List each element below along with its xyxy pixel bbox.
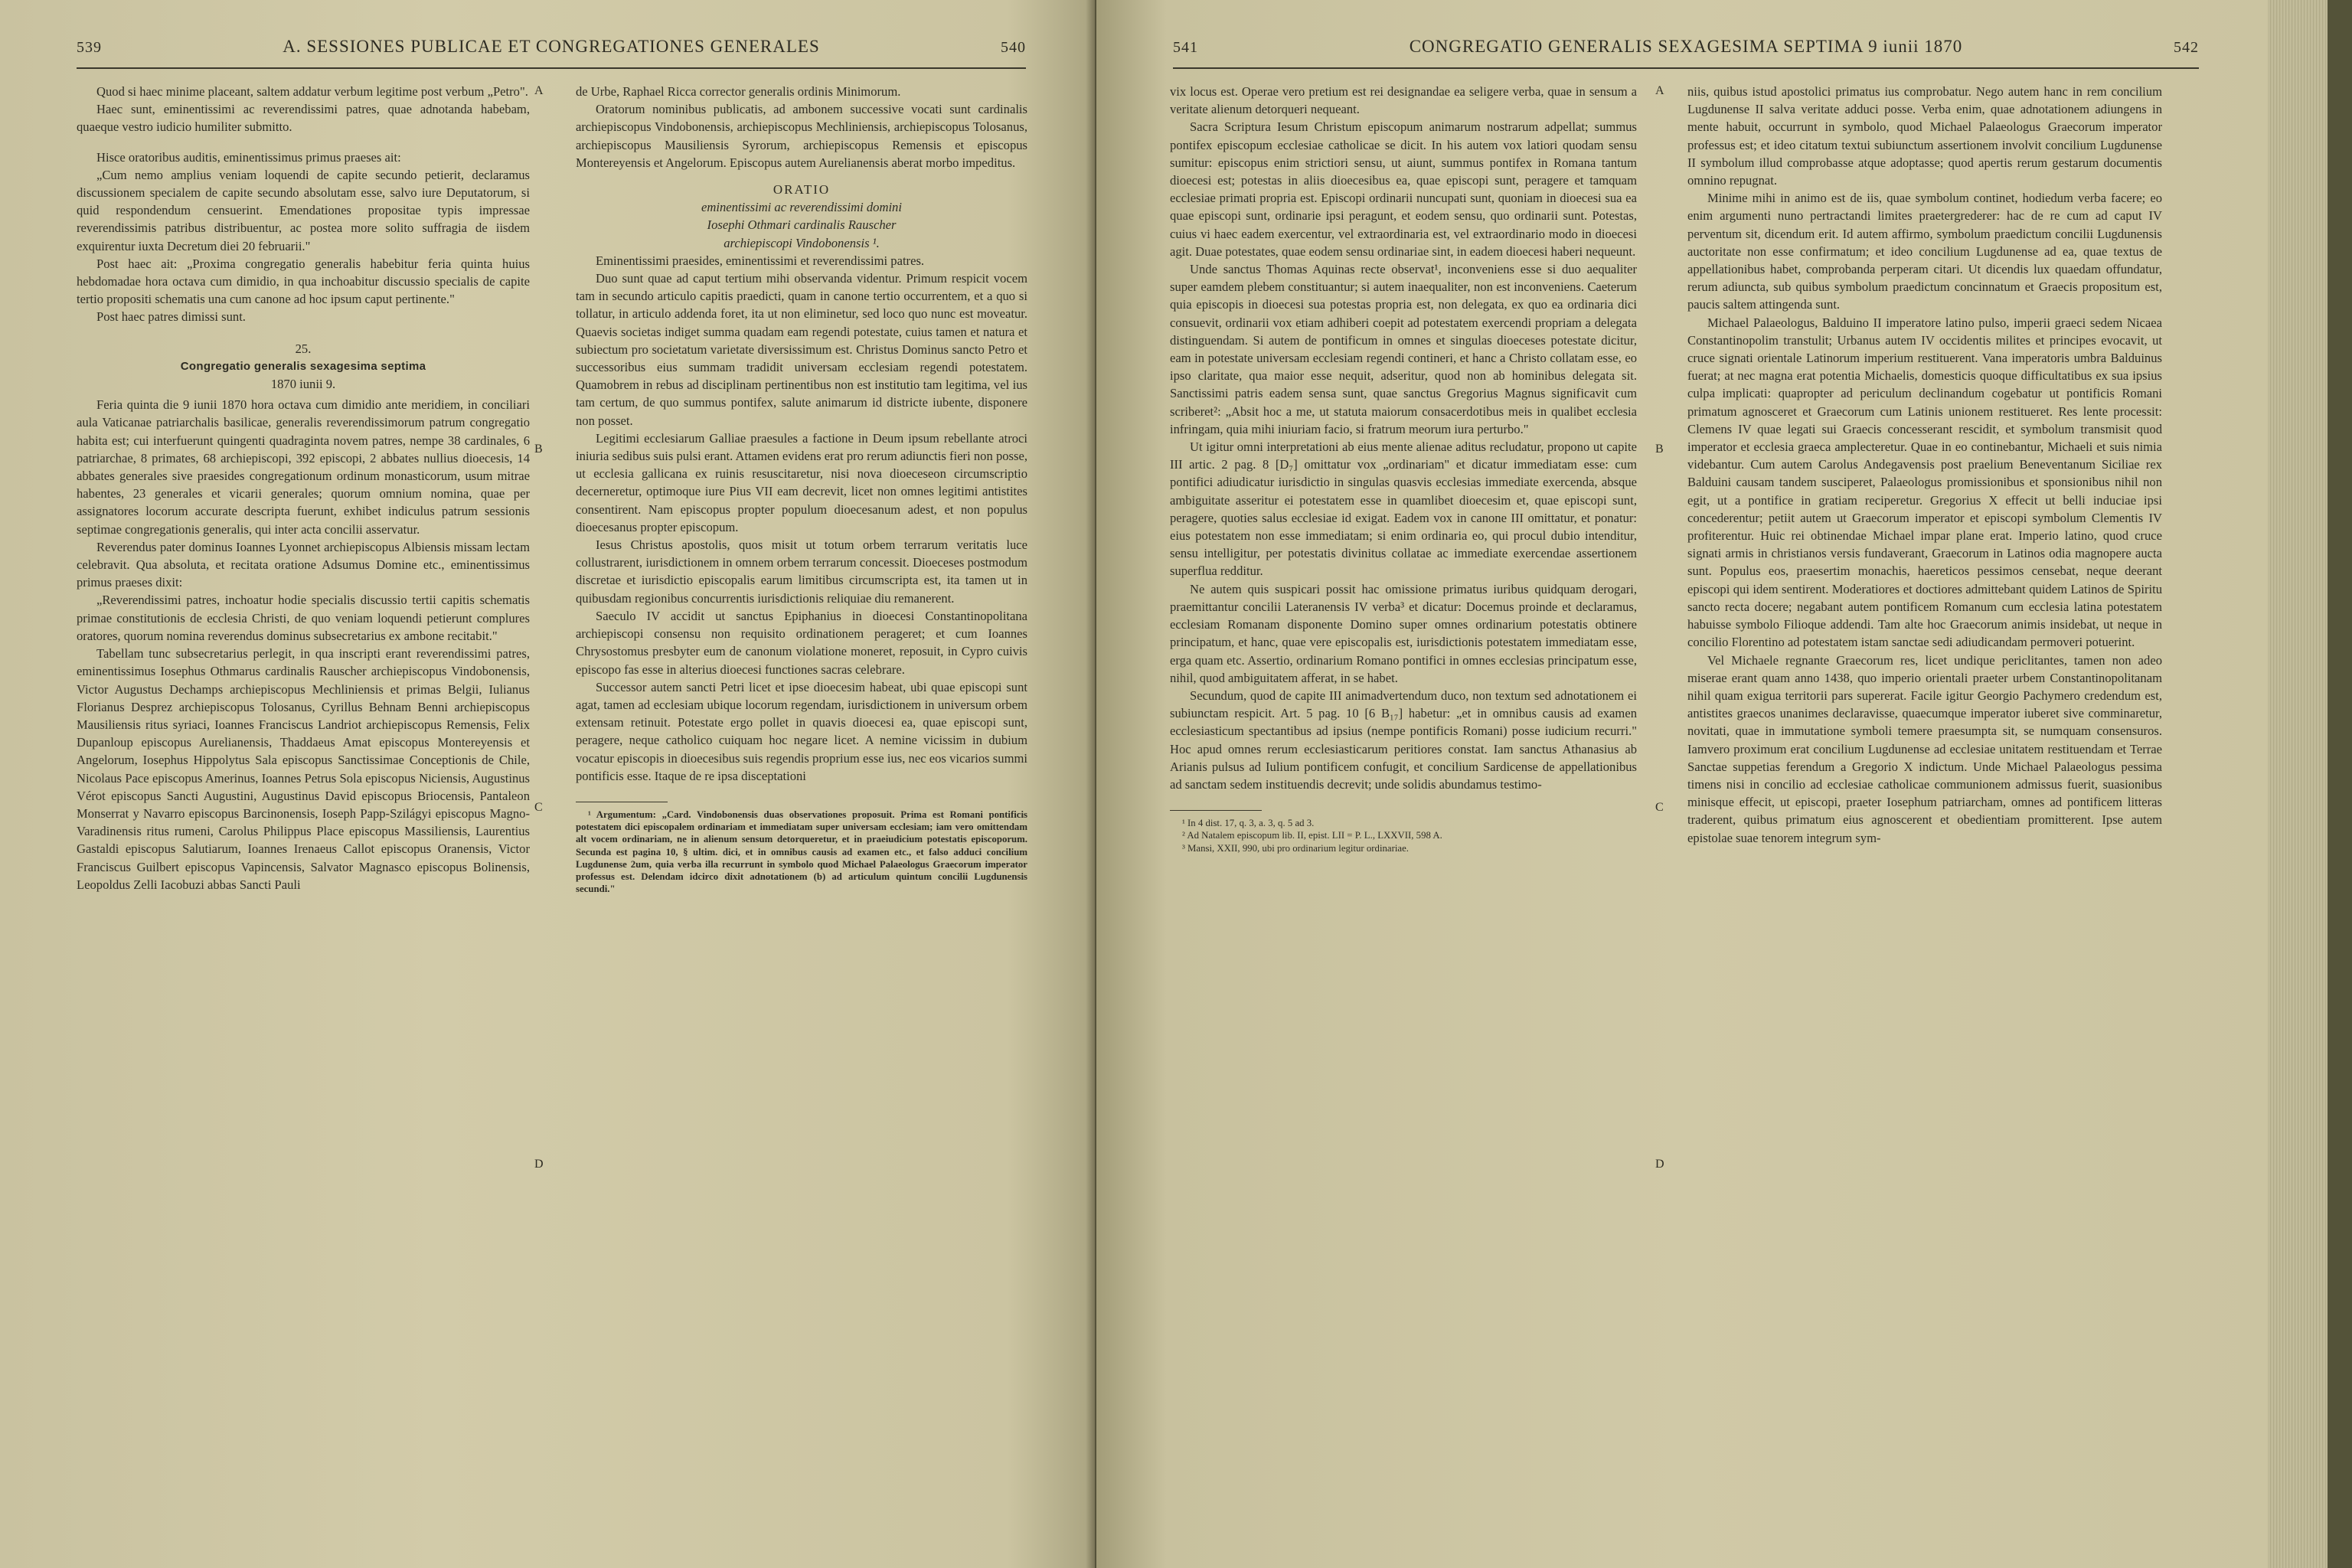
footnote: ¹ In 4 dist. 17, q. 3, a. 3, q. 5 ad 3. (1182, 818, 1315, 829)
paragraph: Tabellam tunc subsecretarius perlegit, in qua inscripti erant reverendissimi patres, eminentissimus Iosephus Othmarus cardinalis Rauscher archiepiscopus Vindobonensis, Victor Augustus Dechamps archiepiscopus Mechliniensis et primas Belgii, Iulianus Florianus Desprez archiepiscopus Tolosanus, Cyrillus Behnam Benni archiepiscopus Mausiliensis ritus syriaci, Ioannes Franciscus Landriot archiepiscopus Remensis, Felix Dupanloup episcopus Aurelianensis, Thaddaeus Amat episcopus Montereyensis et Angelorum, Iosephus Hippolytus Sala episcopus Sanctissimae Conceptionis de Chile, Nicolaus Pace episcopus Amerinus, Ioannes Petrus Sola episcopus Niciensis, Augustinus Vérot episcopus Sancti Augustini, Augustinus David episcopus Briocensis, Pantaleon Monserrat y Navarro episcopus Barcinonensis, Ioseph Papp-Szilágyi episcopus Magno-Varadinensis ritus rumeni, Carolus Philippus Place episcopus Massiliensis, Laurentius Gastaldi episcopus Salutiarum, Ioannes Irenaeus Callot episcopus Oranensis, Victor Franciscus Guilbert episcopus Vapincensis, Salvator Magnasco episcopus Bolinensis, Leopoldus Zelli Iacobuzi abbas Sancti Pauli (77, 646, 530, 892)
margin-letter-a: A (534, 84, 544, 97)
paragraph: Vel Michaele regnante Graecorum res, licet undique periclitantes, tamen non adeo miserae erant quam anno 1438, quo imperio orientali praeter urbem Constantinopolitanam nihil quam exigua territorii pars supererat. Facile igitur Georgio Pachymero credendum est, antistites graecos unanimes declaravisse, quaecumque imperator iuberet sive comminaretur, novitati, quae in immutatione symboli temere praesumpta sit, se numquam consensuros. Iamvero proximum erat concilium Lugdunense ad ecclesiae unitatem restituendam et Terrae Sanctae suppetias ferendum a Gregorio X indictum. Unde Michael Palaeologus pessima timens nisi in concilio ad ecclesiae catholicae communionem admissus fuerit, suasionibus minisque effecit, ut episcopi, praeter Iosephum patriarcham, omnes ad pontificem litteras traderent, quibus primatum eius agnoscerent et obedientiam promitterent. Ipse autem epistolae suae tenorem integrum sym- (1687, 652, 2162, 845)
paragraph: niis, quibus istud apostolici primatus ius comprobatur. Nego autem hanc in rem concilium Lugdunense II salva veritate adduci posse. Verba enim, quae adnotationem adiungens in mente habuit, occurrunt in symbolo, quod Michael Palaeologus Graecorum imperator professus est; et ideo citatum textui subiunctum assertionem involvit concilium Lugdunense II symbolum illud comprobasse atque adoptasse; quod apertis rerum gestarum documentis omnino repugnat. (1687, 84, 2162, 188)
paragraph: Reverendus pater dominus Ioannes Lyonnet archiepiscopus Albiensis missam lectam celebravit. Qua absoluta, et recitata oratione Adsumus Domine etc., eminentissimus primus praeses dixit: (77, 539, 530, 590)
left-column-2 (576, 83, 1027, 895)
oratio-subtitle: eminentissimi ac reverendissimi domini (701, 200, 902, 215)
paragraph: Michael Palaeologus, Balduino II imperatore latino pulso, imperii graeci sedem Nicaea Constantinopolim transtulit; Urbanus autem IV occidentis milites et principes evocavit, ut cruce signati orientale Latinorum imperium restituerent. Vana imperatoris umbra Balduinus fuerat; at nec magna erat potentia Michaelis, domesticis quoque difficultatibus ex sua ipsius culpa implicati: quapropter ad periculum declinandum cogebatur ut pontificis Romani primatum agnosceret et Graecorum cum Latinis unionem restitueret. Res lente processit: Clemens IV quae legati sui Graecis concesserant rescidit, et symbolum transmisit quod imperator et ecclesia graeca amplecteretur. Quae in eo continebantur, Michaeli et suis nimia videbantur. Cum autem Carolus Andegavensis post praelium Beneventanum Siciliae rex Balduini causam tandem susciperet, Palaeologus promissionibus et sponsionibus nihil non egit, ut a pontifice in gratiam reciperetur. Gregorius X effecit ut belli induciae ipsi concederentur; petiit autem ut Graecorum imperator et episcopi symbolum Clementis IV profiterentur. Huic rei obtinendae Michael impar plane erat. Imperio latino, quod cruce signati armis in christianos versis fundaverant, Graecorum in Latinos odia magnopere aucta sunt. Populus eos, praesertim monachis, haereticos pessimos censebat, neque deerant episcopi qui idem sentirent. Moderatiores et doctiores admittebant quidem Latinos de Spiritu sancto recta docere; negabant autem pontificem Romanum cum ecclesia latina potestatem habuisse symbolo Filioque addendi. Tam alte hoc Graecorum animis insidebat, ut neque in concilio Florentino ad potestatem istam sanctae sedi adiudicandam permoveri potuerint. (1687, 315, 2162, 650)
paragraph: Legitimi ecclesiarum Galliae praesules a factione in Deum ipsum rebellante atroci iniuria sedibus suis pulsi erant. Attamen evidens erat pro rerum adiunctis fieri non posse, ut ecclesia gallicana ex ruinis resuscitaretur, nisi nova dioeceseon circumscriptio decerneretur, optimoque iure Pius VII eam decrevit, licet non omnes legitimi antistites consentirent. Nam episcopus propter populum dioecesanum adest, et non populus dioecesanus propter episcopum. (576, 430, 1027, 534)
paragraph: Saeculo IV accidit ut sanctus Epiphanius in dioecesi Constantinopolitana archiepiscopi consensu non requisito ordinationem perageret; et cum Ioannes Chrysostomus presbyter eum de canonum violatione moneret, reposuit, in Cypro cuivis episcopo fas esse in alterius dioecesi functiones sacras celebrare. (576, 608, 1027, 677)
paragraph: vix locus est. Operae vero pretium est rei designandae ea seligere verba, quae in sensum a veritate alienum detorqueri nequeant. (1170, 84, 1637, 117)
running-title-right: CONGREGATIO GENERALIS SEXAGESIMA SEPTIMA 9 iunii 1870 (1409, 37, 1963, 56)
page-number-541: 541 (1173, 39, 1198, 56)
margin-letter-c: C (534, 801, 543, 814)
section-number: 25. (295, 341, 312, 356)
paragraph: de Urbe, Raphael Ricca corrector generalis ordinis Minimorum. (576, 84, 901, 99)
footnote: ³ Mansi, XXII, 990, ubi pro ordinarium legitur ordinariae. (1182, 842, 1409, 854)
left-page-header (77, 37, 1026, 57)
oratio-subtitle: archiepiscopi Vindobonensis ¹. (724, 235, 880, 250)
right-column-2 (1687, 83, 2162, 847)
table-background (2328, 0, 2352, 1568)
margin-letter-b: B (1655, 443, 1664, 456)
paragraph: Hisce oratoribus auditis, eminentissimus primus praeses ait: (96, 149, 401, 165)
paragraph: Unde sanctus Thomas Aquinas recte observat¹, inconveniens esse si duo aequaliter super eamdem plebem constituantur; si autem inaequaliter, non est inconveniens. Caeterum quia episcopis in dioecesi sua potestas propria est, non delegata, ex quo ea ordinaria dici consuevit, ordinarii vox etiam adhiberi coepit ad potestatem exercendi propriam a delegata distinguendam. Si autem de pontificum in omnes et singulas dioeceses potestate dicitur, eam in potestate universam ecclesiam regendi contineri, et hanc a Christo collatam esse, eo ipso claritate, qua maior esse nequit, adseritur, quod non ab hominibus delegata sit. Sanctissimi patris eadem sensa sunt, quae sanctus Gregorius Magnus significavit cum scriberet²: „Absit hoc a me, ut statuta maiorum consacerdotibus meis in qualibet ecclesia infringam, quia mihi iniuriam facio, si fratrum meorum iura perturbo." (1170, 262, 1637, 436)
header-rule-right (1173, 67, 2199, 69)
paragraph: Quod si haec minime placeant, saltem addatur verbum legitime post verbum „Petro". (96, 84, 528, 99)
paragraph: Duo sunt quae ad caput tertium mihi observanda videntur. Primum respicit vocem tam in secundo articulo capitis praedicti, quam in canone tertio occurrentem, et a quo si tollatur, in articulo addenda foret, ita ut non eliminetur, sed loco quo nunc est moveatur. Quaevis societas indiget summa quadam eam regendi potestate, cuius tamen et natura et subiectum pro societatum varietate diversissimum est. Christus Dominus sancto Petro et successoribus eius summam tradidit universam ecclesiam regendi potestatem. Quamobrem in rebus ad disciplinam pertinentibus non est institutio tam legitima, vel ius tam certum, de quo summus pontifex, salute animarum id districte iubente, disponere non posset. (576, 271, 1027, 428)
paragraph: Minime mihi in animo est de iis, quae symbolum continet, hodiedum verba facere; eo enim argumenti nuno pertractandi limites praetergrederer: hac de re cum ad caput IV perventum sit, dicendum erit. Id autem affirmo, symbolum praedictum concilii Lugdunensis auctoritate non esse confirmatum; et ideo concilium Lugdunense ad ea, quae textus de appellationibus habet, comprobanda perperam citari. Ut dicendis lux quaedam offundatur, rerum adiuncta, sub quibus symbolum praedictum concinnatum et Graecis propositum est, paucis saltem attingenda sunt. (1687, 191, 2162, 312)
paragraph: „Reverendissimi patres, inchoatur hodie specialis discussio tertii capitis schematis primae constitutionis de ecclesia Christi, de quo veniam loquendi petierunt complures oratores, quorum nomina reverendus dominus subsecretarius ex ambone recitabit." (77, 593, 530, 643)
paragraph: „Cum nemo amplius veniam loquendi de capite secundo petierit, declaramus discussionem specialem de capite secundo absolutam esse, salvo iure Deputatorum, si quid respondendum censuerint. Emendationes propositae typis impressae reverendissimis patribus distribuentur, ac postea more solito suffragia de iisdem exquirentur iuxta Decretum diei 20 februarii." (77, 167, 530, 253)
right-column-1 (1170, 83, 1637, 854)
margin-letter-d: D (534, 1158, 544, 1171)
paragraph: Post haec patres dimissi sunt. (96, 309, 246, 325)
paragraph: Oratorum nominibus publicatis, ad ambonem successive vocati sunt cardinalis archiepiscopus Vindobonensis, archiepiscopus Mechliniensis, archiepiscopus Tolosanus, archiepiscopus Mausiliensis Syrorum, archiepiscopus Remensis et episcopus Montereyensis et Angelorum. Episcopus autem Aurelianensis aberat morbo impeditus. (576, 102, 1027, 170)
paragraph: Secundum, quod de capite III animadvertendum duco, non textum sed adnotationem ei subiunctam respicit. Art. 5 pag. 10 [6 B₁₇] habetur: „et in omnibus causis ad examen ecclesiasticum spectantibus ad ipsius (nempe pontificis Romani) posse iudicium recurri." Hoc apud omnes rerum ecclesiasticarum peritiores constat. Iam sanctus Athanasius ab Arianis pulsus ad Iulium pontificem confugit, et concilium Sardicense de appellationibus ad sanctam sedem instituendis decrevit; unde solidis abundamus testimo- (1170, 688, 1637, 792)
paragraph: Post haec ait: „Proxima congregatio generalis habebitur feria quinta huius hebdomadae hora octava cum dimidio, in qua inchoabitur discussio specialis de capite tertio propositi schematis una cum canone ad hoc ipsum caput pertinente." (77, 256, 530, 307)
left-page (0, 0, 1095, 1568)
running-title-left: A. SESSIONES PUBLICAE ET CONGREGATIONES GENERALES (283, 37, 820, 56)
page-number-539: 539 (77, 39, 102, 56)
margin-letter-d: D (1655, 1158, 1664, 1171)
margin-letter-c: C (1655, 801, 1664, 814)
paragraph: Eminentissimi praesides, eminentissimi et reverendissimi patres. (596, 253, 925, 268)
section-title: Congregatio generalis sexagesima septima (180, 359, 426, 373)
oratio-title: ORATIO (773, 182, 831, 198)
section-date: 1870 iunii 9. (270, 377, 336, 392)
paragraph: Ut igitur omni interpretationi ab eius mente alienae aditus recludatur, propono ut capite III artic. 2 pag. 8 [D₇] omittatur vox „ordinariam" et dicatur immediatam esse: cum pontifici adiudicatur iurisdictio in singulas quasvis ecclesias immediate exercenda, absque ambiguitate asseritur ei potestatem esse in quamlibet dioecesim et, quae episcopi sunt, peragere, quoties salus ecclesiae id exigat. Eadem vox in canone III omittatur, et ponatur: eius potestatem non esse immediatam; si enim ordinaria eo, qui procul dubio intenditur, sensu intelligitur, per potestatis divinitus collatae ac immediate exercendae assertionem superflua redditur. (1170, 439, 1637, 579)
margin-letter-b: B (534, 443, 543, 456)
paragraph: Haec sunt, eminentissimi ac reverendissimi patres, quae adnotanda habebam, quaeque vestro iudicio humiliter submitto. (77, 102, 530, 135)
left-column-1 (77, 83, 530, 893)
oratio-subtitle: Iosephi Othmari cardinalis Rauscher (707, 217, 897, 233)
paragraph: Sacra Scriptura Iesum Christum episcopum animarum nostrarum adpellat; summus pontifex episcopum ecclesiae catholicae se dicit. In his autem vox latiori quodam sensu sumitur: episcopus enim strictiori sensu, ut aiunt, summus pontifex in Romana tantum dioecesi est; potestas in aliis dioecesibus ea, quae episcopi sunt, peragere et tamquam ecclesiae primati propria est. Episcopi ordinarii nuncupati sunt, quoniam in dioecesi sua ea quae episcopi sunt, ordinarie ipsi peragunt, et eodem sensu, quo ordinarii sunt. Potestas, cuius vi haec eadem exercentur, vel extraordinaria est, vel extraordinario modo in dioecesi agit. Duae potestates, quae eodem sensu ordinariae sint, in eadem dioecesi haberi nequeunt. (1170, 119, 1637, 259)
footnote: ² Ad Natalem episcopum lib. II, epist. LII = P. L., LXXVII, 598 A. (1182, 830, 1442, 841)
paragraph: Successor autem sancti Petri licet et ipse dioecesim habeat, ubi quae episcopi sunt agat, tamen ad ecclesiam ubique locorum regendam, iurisdictionem in universum orbem extensam retinuit. Potestate ergo pollet in quavis dioecesi ea, quae episcopi sunt, peragere, neque catholico cuiquam hoc negare licet. A nemine vicissim in dubium vocatur episcopis in dioecesibus suis regendis proprium esse ius, nec eos vicarios summi pontificis esse. Itaque de re ipsa disceptationi (576, 679, 1027, 783)
footnote-rule (1170, 810, 1262, 811)
page-number-542: 542 (2174, 39, 2199, 56)
margin-letter-a: A (1655, 84, 1664, 97)
paragraph: Ne autem quis suspicari possit hac omissione primatus iuribus quidquam derogari, praemittantur concilii Lateranensis IV verba³ et dicatur: Docemus proinde et declaramus, ecclesiam Romanam disponente Domino super omnes ordinarium potestatis obtinere principatum, et hanc, quae vere episcopalis est, iurisdictionis potestatem immediatam esse, erga quam etc. Assertio, ordinarium Romano pontifici in omnes ecclesias principatum esse, nihil, quod ambiguitatem afferat, in se habet. (1170, 581, 1637, 685)
page-number-540: 540 (1000, 39, 1026, 56)
right-page-header (1173, 37, 2199, 57)
footnote: ¹ Argumentum: „Card. Vindobonensis duas observationes proposuit. Prima est Romani pontificis potestatem dici episcopalem ordinariam et immediatam super universam ecclesiam; iam vero omittendam alt vocem ordinariam, ne in alienum sensum detorqueretur, et in praeiudicium potestatis episcoporum. Secunda est pagina 10, § ultim. dici, et in omnibus causis ad examen etc., et falso adduci concilium Lugdunense 2um, quia verba illa recurrunt in symbolo quod Michael Palaeologus Graecorum imperator professus est. Delendam idcirco dixit adnotationem (b) ad articulum quintum concilii Lugdunensis secundi." (576, 808, 1027, 895)
header-rule-left (77, 67, 1026, 69)
paragraph: Iesus Christus apostolis, quos misit ut totum orbem terrarum veritatis luce collustrarent, iurisdictionem in omnem orbem terrarum concessit. Dioeceses postmodum discretae et iurisdictio episcopalis earum limitibus circumscripta est, ita tamen ut in quibusdam regionibus concurrentis iurisdictionis reliquiae diu remanerent. (576, 537, 1027, 606)
paragraph: Feria quinta die 9 iunii 1870 hora octava cum dimidio ante meridiem, in conciliari aula Vaticanae patriarchalis basilicae, generalis reverendissimorum patrum congregatio habita est; cui interfuerunt quingenti quadraginta novem patres, nempe 38 cardinales, 6 patriarchae, 8 primates, 68 archiepiscopi, 392 episcopi, 2 abbates nullius dioecesis, 14 abbates generales sive praesides congregationum ordinum monasticorum, usum mitrae habentes, 23 generales et vicarii generales; quorum omnium nomina, quae per assignatores locorum accurate descripta fuerunt, exhibet indiculus patrum sessionis septimae congregationis generalis, qui inter acta concilii asservatur. (77, 397, 530, 537)
right-page (1096, 0, 2268, 1568)
